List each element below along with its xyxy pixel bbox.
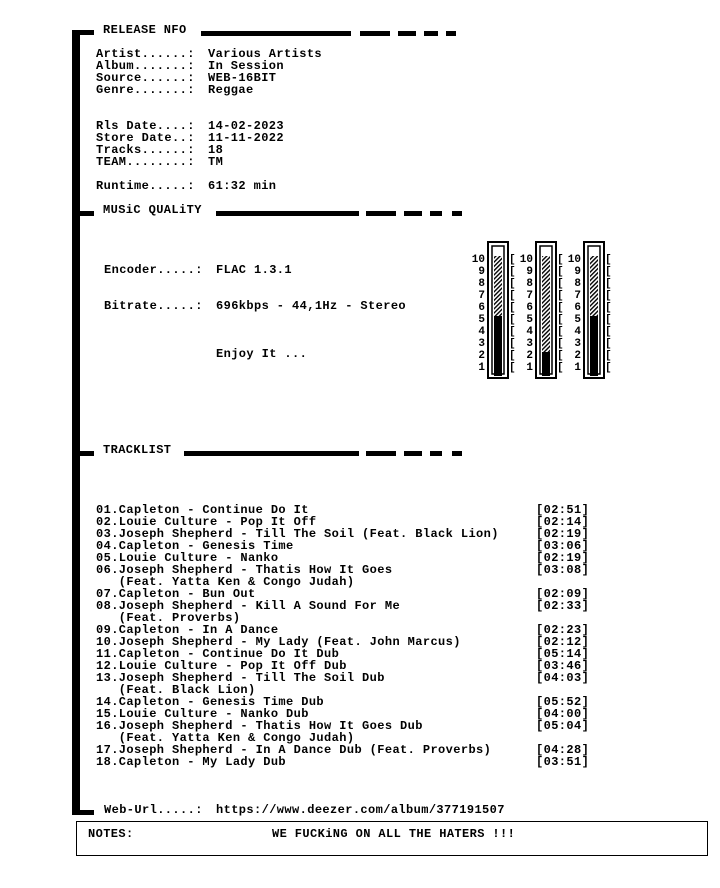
meter-scale-bracket: [ [605, 350, 612, 362]
track-title: 17.Joseph Shepherd - In A Dance Dub (Feat. Proverbs) [96, 743, 492, 757]
store-date-label: Store Date..: [96, 131, 195, 145]
meter-fill-solid [590, 316, 598, 376]
meter-scale-bracket: [ [557, 350, 564, 362]
tracks-value: 18 [208, 143, 224, 157]
track-time: [02:09] [536, 587, 590, 601]
meter-scale-label: 9 [574, 266, 581, 278]
track-title: 16.Joseph Shepherd - Thatis How It Goes Dub [96, 719, 423, 733]
runtime-value: 61:32 min [208, 179, 277, 193]
meter-scale-label: 10 [519, 254, 533, 266]
track-time: [03:46] [536, 659, 590, 673]
meter-scale-bracket: [ [605, 326, 612, 338]
tracklist-header-dash [452, 451, 462, 456]
track-title: 04.Capleton - Genesis Time [96, 539, 294, 553]
meter-scale-label: 9 [478, 266, 485, 278]
meter-scale-label: 4 [526, 326, 533, 338]
track-title: (Feat. Yatta Ken & Congo Judah) [96, 731, 355, 745]
track-title: 01.Capleton - Continue Do It [96, 503, 309, 517]
track-title: 05.Louie Culture - Nanko [96, 551, 279, 565]
notes-label: NOTES: [88, 827, 134, 841]
track-title: (Feat. Yatta Ken & Congo Judah) [96, 575, 355, 589]
notes-text: WE FUCKiNG ON ALL THE HATERS !!! [272, 827, 516, 841]
left-border [72, 30, 80, 815]
track-title: 18.Capleton - My Lady Dub [96, 755, 287, 769]
level-meters [462, 238, 622, 388]
quality-header: MUSiC QUALiTY [103, 203, 202, 217]
track-title: 07.Capleton - Bun Out [96, 587, 256, 601]
meter-scale-label: 5 [574, 314, 581, 326]
meter-scale-bracket: [ [557, 338, 564, 350]
track-time: [02:19] [536, 551, 590, 565]
track-title: 06.Joseph Shepherd - Thatis How It Goes [96, 563, 393, 577]
meter-scale-bracket: [ [605, 278, 612, 290]
tracklist-header: TRACKLIST [103, 443, 172, 457]
meter-fill-hatched [494, 256, 502, 316]
tracklist-header-dash [404, 451, 422, 456]
album-label: Album.......: [96, 59, 195, 73]
tracklist-header-tick [80, 451, 94, 456]
track-title: (Feat. Proverbs) [96, 611, 241, 625]
meter-scale-label: 2 [478, 350, 485, 362]
weburl-label: Web-Url.....: [104, 803, 203, 817]
meter-scale-bracket: [ [605, 302, 612, 314]
track-time: [03:06] [536, 539, 590, 553]
team-label: TEAM........: [96, 155, 195, 169]
store-date-value: 11-11-2022 [208, 131, 285, 145]
release-header-dash [446, 31, 456, 36]
meter-scale-bracket: [ [605, 338, 612, 350]
quality-header-dash [366, 211, 396, 216]
meter-scale-label: 3 [574, 338, 581, 350]
track-title: (Feat. Black Lion) [96, 683, 256, 697]
encoder-label: Encoder.....: [104, 263, 203, 277]
meter-scale-bracket: [ [605, 266, 612, 278]
genre-label: Genre.......: [96, 83, 195, 97]
bitrate-value: 696kbps - 44,1Hz - Stereo [216, 299, 407, 313]
tracklist-header-dash [430, 451, 442, 456]
meter-fill-solid [542, 352, 550, 376]
meter-scale-label: 6 [526, 302, 533, 314]
track-title: 03.Joseph Shepherd - Till The Soil (Feat. Black Lion) [96, 527, 499, 541]
meter-scale-label: 3 [478, 338, 485, 350]
quality-header-rule [216, 211, 359, 216]
encoder-value: FLAC 1.3.1 [216, 263, 293, 277]
meter-scale-bracket: [ [509, 350, 516, 362]
quality-header-tick [80, 211, 94, 216]
meter-scale-bracket: [ [557, 266, 564, 278]
track-time: [02:14] [536, 515, 590, 529]
release-header: RELEASE NFO [103, 23, 187, 37]
meter-scale-label: 7 [526, 290, 533, 302]
track-time: [03:08] [536, 563, 590, 577]
meter-scale-label: 9 [526, 266, 533, 278]
track-time: [03:51] [536, 755, 590, 769]
track-title: 10.Joseph Shepherd - My Lady (Feat. John Marcus) [96, 635, 461, 649]
meter-scale-bracket: [ [557, 314, 564, 326]
track-title: 11.Capleton - Continue Do It Dub [96, 647, 340, 661]
genre-value: Reggae [208, 83, 254, 97]
meter-scale-label: 8 [526, 278, 533, 290]
track-title: 13.Joseph Shepherd - Till The Soil Dub [96, 671, 385, 685]
track-time: [04:28] [536, 743, 590, 757]
release-header-dash [398, 31, 416, 36]
meter-fill-solid [494, 316, 502, 376]
meter-scale-label: 3 [526, 338, 533, 350]
meter-scale-bracket: [ [509, 326, 516, 338]
rls-date-value: 14-02-2023 [208, 119, 285, 133]
meter-scale-label: 7 [574, 290, 581, 302]
meter-scale-label: 4 [478, 326, 485, 338]
track-time: [02:33] [536, 599, 590, 613]
weburl-link[interactable]: https://www.deezer.com/album/377191507 [216, 803, 505, 817]
meter-scale-label: 2 [574, 350, 581, 362]
tracklist-header-dash [366, 451, 396, 456]
quality-header-dash [452, 211, 462, 216]
meter-scale-bracket: [ [605, 254, 612, 266]
track-title: 09.Capleton - In A Dance [96, 623, 279, 637]
meter-scale-label: 1 [574, 362, 581, 374]
rls-date-label: Rls Date....: [96, 119, 195, 133]
meter-scale-label: 5 [526, 314, 533, 326]
meter-scale-bracket: [ [509, 290, 516, 302]
meter-scale-label: 8 [574, 278, 581, 290]
meter-scale-bracket: [ [557, 254, 564, 266]
meter-scale-bracket: [ [509, 362, 516, 374]
artist-value: Various Artists [208, 47, 323, 61]
bitrate-label: Bitrate.....: [104, 299, 203, 313]
meter-fill-hatched [542, 256, 550, 352]
meter-scale-label: 5 [478, 314, 485, 326]
track-time: [02:23] [536, 623, 590, 637]
meter-scale-bracket: [ [509, 266, 516, 278]
meter-scale-label: 6 [574, 302, 581, 314]
track-time: [02:12] [536, 635, 590, 649]
meter-scale-bracket: [ [605, 314, 612, 326]
tracklist-header-rule [184, 451, 359, 456]
meter-scale-label: 2 [526, 350, 533, 362]
weburl-tick [80, 810, 94, 815]
quality-header-dash [404, 211, 422, 216]
meter-scale-bracket: [ [605, 290, 612, 302]
meter-scale-bracket: [ [557, 362, 564, 374]
track-time: [05:04] [536, 719, 590, 733]
track-time: [04:03] [536, 671, 590, 685]
track-time: [02:19] [536, 527, 590, 541]
meter-scale-label: 4 [574, 326, 581, 338]
left-border-top-cap [72, 30, 94, 35]
meter-scale-bracket: [ [509, 302, 516, 314]
meter-scale-label: 10 [567, 254, 581, 266]
meter-scale-label: 7 [478, 290, 485, 302]
source-label: Source......: [96, 71, 195, 85]
meter-scale-bracket: [ [509, 254, 516, 266]
track-time: [05:52] [536, 695, 590, 709]
enjoy-text: Enjoy It ... [216, 347, 308, 361]
track-title: 12.Louie Culture - Pop It Off Dub [96, 659, 347, 673]
meter-scale-label: 1 [478, 362, 485, 374]
track-title: 15.Louie Culture - Nanko Dub [96, 707, 309, 721]
artist-label: Artist......: [96, 47, 195, 61]
meter-fill-hatched [590, 256, 598, 316]
meter-scale-label: 1 [526, 362, 533, 374]
meter-scale-bracket: [ [557, 326, 564, 338]
meter-scale-bracket: [ [557, 302, 564, 314]
track-time: [05:14] [536, 647, 590, 661]
meter-scale-bracket: [ [509, 314, 516, 326]
meter-scale-bracket: [ [509, 278, 516, 290]
release-header-dash [424, 31, 438, 36]
meter-scale-bracket: [ [509, 338, 516, 350]
meter-scale-bracket: [ [557, 278, 564, 290]
team-value: TM [208, 155, 224, 169]
meter-scale-label: 8 [478, 278, 485, 290]
album-value: In Session [208, 59, 285, 73]
track-time: [02:51] [536, 503, 590, 517]
track-title: 02.Louie Culture - Pop It Off [96, 515, 317, 529]
quality-header-dash [430, 211, 442, 216]
source-value: WEB-16BIT [208, 71, 277, 85]
runtime-label: Runtime.....: [96, 179, 195, 193]
track-title: 14.Capleton - Genesis Time Dub [96, 695, 325, 709]
tracks-label: Tracks......: [96, 143, 195, 157]
meter-scale-label: 6 [478, 302, 485, 314]
release-header-dash [360, 31, 390, 36]
meter-scale-bracket: [ [605, 362, 612, 374]
track-time: [04:00] [536, 707, 590, 721]
release-header-rule [201, 31, 351, 36]
meter-scale-label: 10 [471, 254, 485, 266]
meter-scale-bracket: [ [557, 290, 564, 302]
track-title: 08.Joseph Shepherd - Kill A Sound For Me [96, 599, 401, 613]
